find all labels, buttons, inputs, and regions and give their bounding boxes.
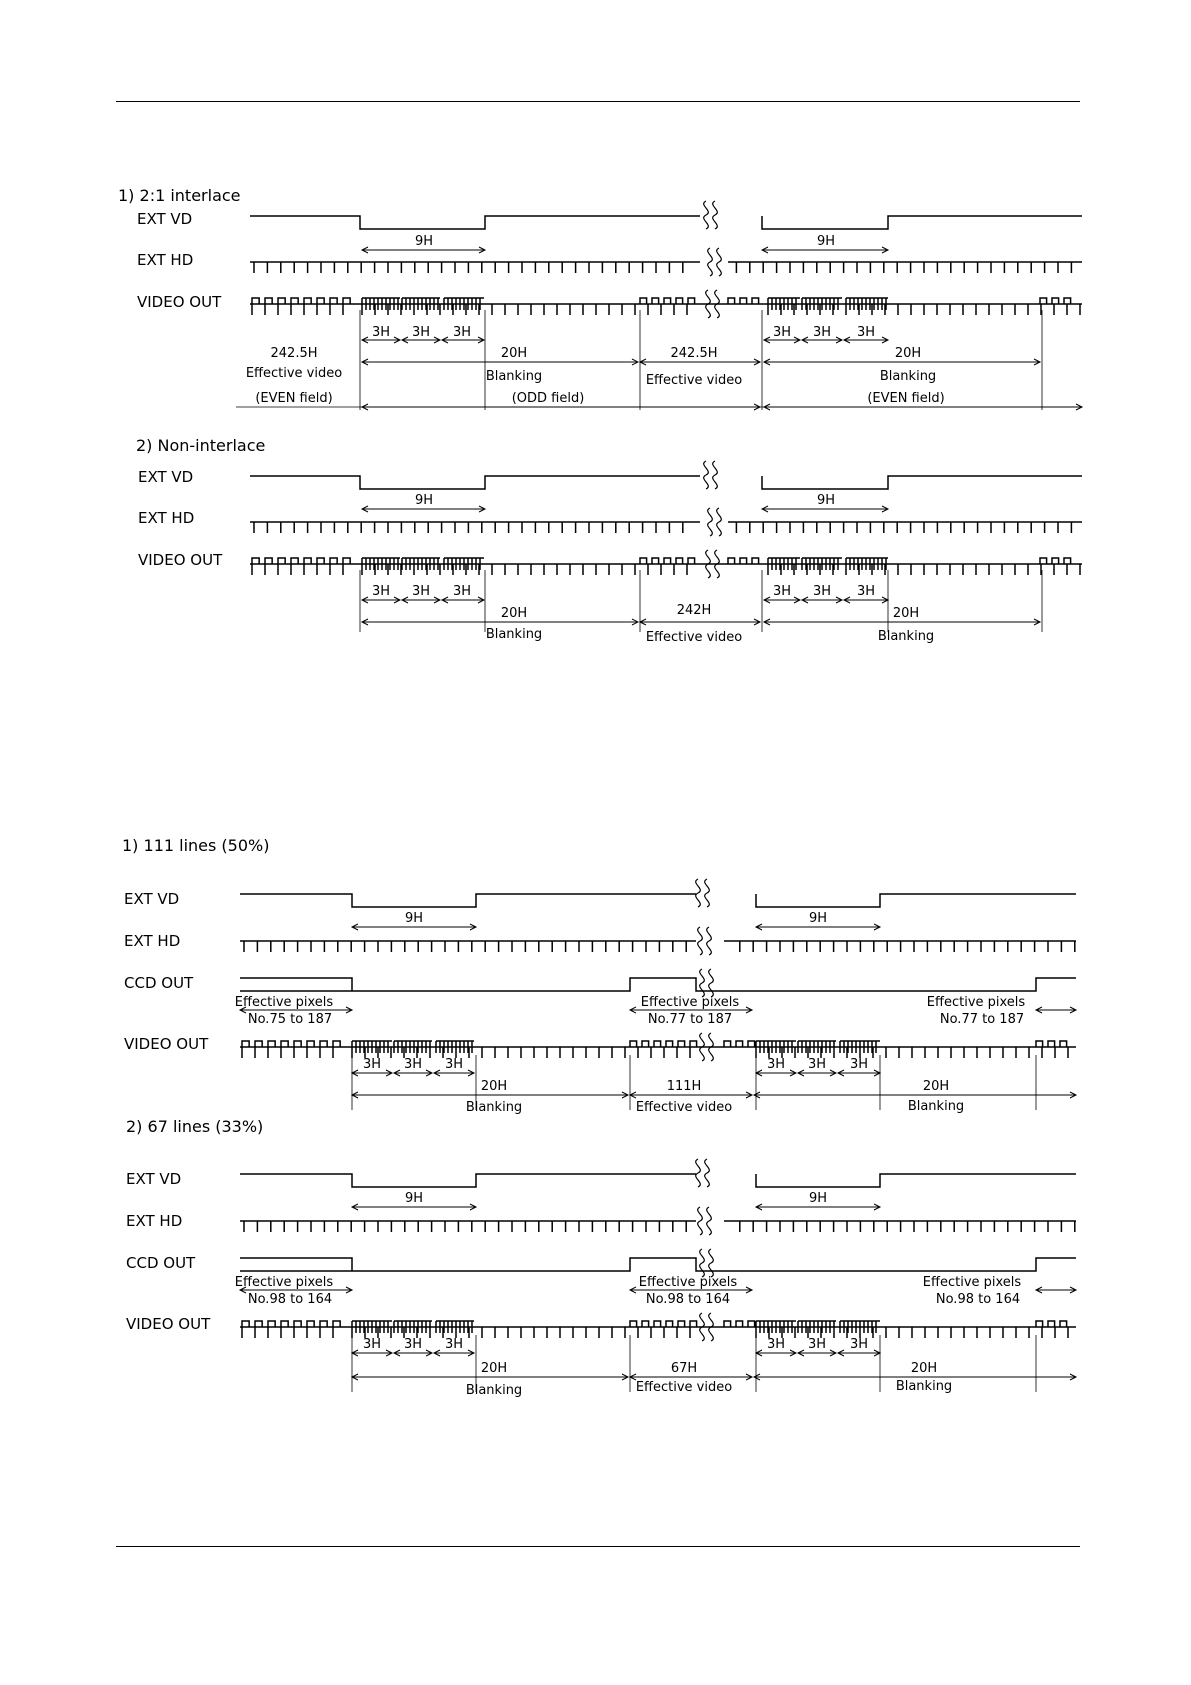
dim-111h-label: 111H bbox=[666, 1079, 702, 1094]
effective-video-label: Effective video bbox=[645, 373, 743, 388]
label-video-out: VIDEO OUT bbox=[137, 293, 222, 311]
label-ext-hd: EXT HD bbox=[137, 251, 194, 269]
dim-ccd bbox=[1036, 1007, 1076, 1013]
effective-pixels-label: Effective pixels bbox=[638, 1275, 738, 1290]
label-ext-vd: EXT VD bbox=[138, 468, 194, 486]
dim-242-5h-label: 242.5H bbox=[270, 346, 318, 361]
label-ext-hd: EXT HD bbox=[124, 932, 181, 950]
effective-pixels-label: Effective pixels bbox=[922, 1275, 1022, 1290]
pixel-range-label: No.77 to 187 bbox=[647, 1012, 733, 1027]
video-out-waveform bbox=[250, 298, 1082, 315]
pixel-range-label: No.98 to 164 bbox=[247, 1292, 333, 1307]
label-ext-hd: EXT HD bbox=[138, 509, 195, 527]
ext-hd-waveform bbox=[250, 262, 1082, 273]
dim-9h-label: 9H bbox=[404, 1191, 424, 1206]
dim-9h-label: 9H bbox=[414, 493, 434, 508]
ext-hd-waveform bbox=[240, 1221, 1076, 1232]
effective-pixels-label: Effective pixels bbox=[926, 995, 1026, 1010]
dim-3h-label: 3H bbox=[807, 1337, 827, 1352]
blanking-label: Blanking bbox=[907, 1099, 965, 1114]
dim-20h-label: 20H bbox=[480, 1079, 508, 1094]
break-symbol bbox=[708, 248, 722, 276]
dim-67h-label: 67H bbox=[670, 1361, 698, 1376]
break-symbol bbox=[700, 969, 714, 997]
video-out-waveform bbox=[250, 558, 1082, 575]
blanking-label: Blanking bbox=[465, 1100, 523, 1115]
video-out-waveform bbox=[240, 1321, 1076, 1338]
ext-vd-waveform bbox=[250, 476, 1082, 489]
label-ext-hd: EXT HD bbox=[126, 1212, 183, 1230]
dim-3h-label: 3H bbox=[849, 1057, 869, 1072]
ext-vd-waveform bbox=[240, 1174, 1076, 1187]
pixel-range-label: No.98 to 164 bbox=[935, 1292, 1021, 1307]
dim-3h-label: 3H bbox=[766, 1337, 786, 1352]
pixel-range-label: No.75 to 187 bbox=[247, 1012, 333, 1027]
title-67-lines: 2) 67 lines (33%) bbox=[126, 1117, 264, 1136]
break-symbol bbox=[708, 508, 722, 536]
dim-9h-label: 9H bbox=[816, 234, 836, 249]
dim-20h-label: 20H bbox=[480, 1361, 508, 1376]
label-ccd-out: CCD OUT bbox=[124, 974, 194, 992]
dim-3h-label: 3H bbox=[411, 584, 431, 599]
ccd-out-waveform bbox=[240, 1258, 1076, 1271]
dim-3h-label: 3H bbox=[856, 584, 876, 599]
dim-20h-label: 20H bbox=[500, 606, 528, 621]
dim-3h-label: 3H bbox=[403, 1057, 423, 1072]
blanking-label: Blanking bbox=[879, 369, 937, 384]
even-field-label: (EVEN field) bbox=[867, 391, 945, 406]
dim-3h-label: 3H bbox=[856, 325, 876, 340]
dim-3h-label: 3H bbox=[362, 1337, 382, 1352]
dim-242h-label: 242H bbox=[676, 603, 712, 618]
break-symbol bbox=[696, 1159, 710, 1187]
blanking-label: Blanking bbox=[485, 369, 543, 384]
ext-hd-waveform bbox=[250, 522, 1082, 533]
break-symbol bbox=[704, 201, 718, 229]
label-video-out: VIDEO OUT bbox=[126, 1315, 211, 1333]
effective-video-label: Effective video bbox=[635, 1100, 733, 1115]
dim-3h-label: 3H bbox=[444, 1057, 464, 1072]
pixel-range-label: No.77 to 187 bbox=[939, 1012, 1025, 1027]
effective-video-label: Effective video bbox=[645, 630, 743, 645]
dim-9h-label: 9H bbox=[816, 493, 836, 508]
blanking-label: Blanking bbox=[465, 1383, 523, 1398]
dim-3h-label: 3H bbox=[766, 1057, 786, 1072]
dim-3h-label: 3H bbox=[444, 1337, 464, 1352]
ccd-out-waveform bbox=[240, 978, 1076, 991]
video-out-waveform bbox=[240, 1041, 1076, 1058]
dim-3h-label: 3H bbox=[411, 325, 431, 340]
dim-3h-label: 3H bbox=[371, 584, 391, 599]
dim-20h-label: 20H bbox=[500, 346, 528, 361]
effective-pixels-label: Effective pixels bbox=[234, 1275, 334, 1290]
label-ext-vd: EXT VD bbox=[124, 890, 180, 908]
break-symbol bbox=[698, 1207, 712, 1235]
dim-3h-label: 3H bbox=[371, 325, 391, 340]
effective-video-label: Effective video bbox=[635, 1380, 733, 1395]
dim-9h-label: 9H bbox=[404, 911, 424, 926]
dim-3h-label: 3H bbox=[452, 325, 472, 340]
dim-3h-label: 3H bbox=[807, 1057, 827, 1072]
dim-3h-label: 3H bbox=[812, 584, 832, 599]
break-symbol bbox=[704, 461, 718, 489]
label-ccd-out: CCD OUT bbox=[126, 1254, 196, 1272]
dim-20h-label: 20H bbox=[922, 1079, 950, 1094]
blanking-label: Blanking bbox=[485, 627, 543, 642]
dim-20h-label: 20H bbox=[892, 606, 920, 621]
label-video-out: VIDEO OUT bbox=[138, 551, 223, 569]
dim-242h bbox=[640, 619, 760, 625]
label-video-out: VIDEO OUT bbox=[124, 1035, 209, 1053]
effective-pixels-label: Effective pixels bbox=[640, 995, 740, 1010]
dim-3h-label: 3H bbox=[362, 1057, 382, 1072]
dim-ccd bbox=[1036, 1287, 1076, 1293]
label-ext-vd: EXT VD bbox=[126, 1170, 182, 1188]
title-interlace: 1) 2:1 interlace bbox=[118, 186, 241, 205]
dim-3h-label: 3H bbox=[772, 325, 792, 340]
odd-field-label: (ODD field) bbox=[511, 391, 585, 406]
dim-3h-label: 3H bbox=[849, 1337, 869, 1352]
title-noninterlace: 2) Non-interlace bbox=[136, 436, 266, 455]
dim-3h-label: 3H bbox=[403, 1337, 423, 1352]
even-field-label: (EVEN field) bbox=[255, 391, 333, 406]
ext-vd-waveform bbox=[250, 216, 1082, 229]
label-ext-vd: EXT VD bbox=[137, 210, 193, 228]
break-symbol bbox=[700, 1249, 714, 1277]
dim-9h-label: 9H bbox=[414, 234, 434, 249]
ext-hd-waveform bbox=[240, 941, 1076, 952]
dim-20h-label: 20H bbox=[910, 1361, 938, 1376]
dim-3h-label: 3H bbox=[812, 325, 832, 340]
dim-242-5h-label: 242.5H bbox=[670, 346, 718, 361]
dim-20h-label: 20H bbox=[894, 346, 922, 361]
dim-3h-label: 3H bbox=[452, 584, 472, 599]
blanking-label: Blanking bbox=[877, 629, 935, 644]
dim-9h-label: 9H bbox=[808, 1191, 828, 1206]
break-symbol bbox=[698, 927, 712, 955]
dim-3h-label: 3H bbox=[772, 584, 792, 599]
pixel-range-label: No.98 to 164 bbox=[645, 1292, 731, 1307]
effective-video-label: Effective video bbox=[245, 366, 343, 381]
ext-vd-waveform bbox=[240, 894, 1076, 907]
title-111-lines: 1) 111 lines (50%) bbox=[122, 836, 270, 855]
dim-20h bbox=[754, 1092, 1076, 1098]
effective-pixels-label: Effective pixels bbox=[234, 995, 334, 1010]
dim-9h-label: 9H bbox=[808, 911, 828, 926]
break-symbol bbox=[696, 879, 710, 907]
blanking-label: Blanking bbox=[895, 1379, 953, 1394]
